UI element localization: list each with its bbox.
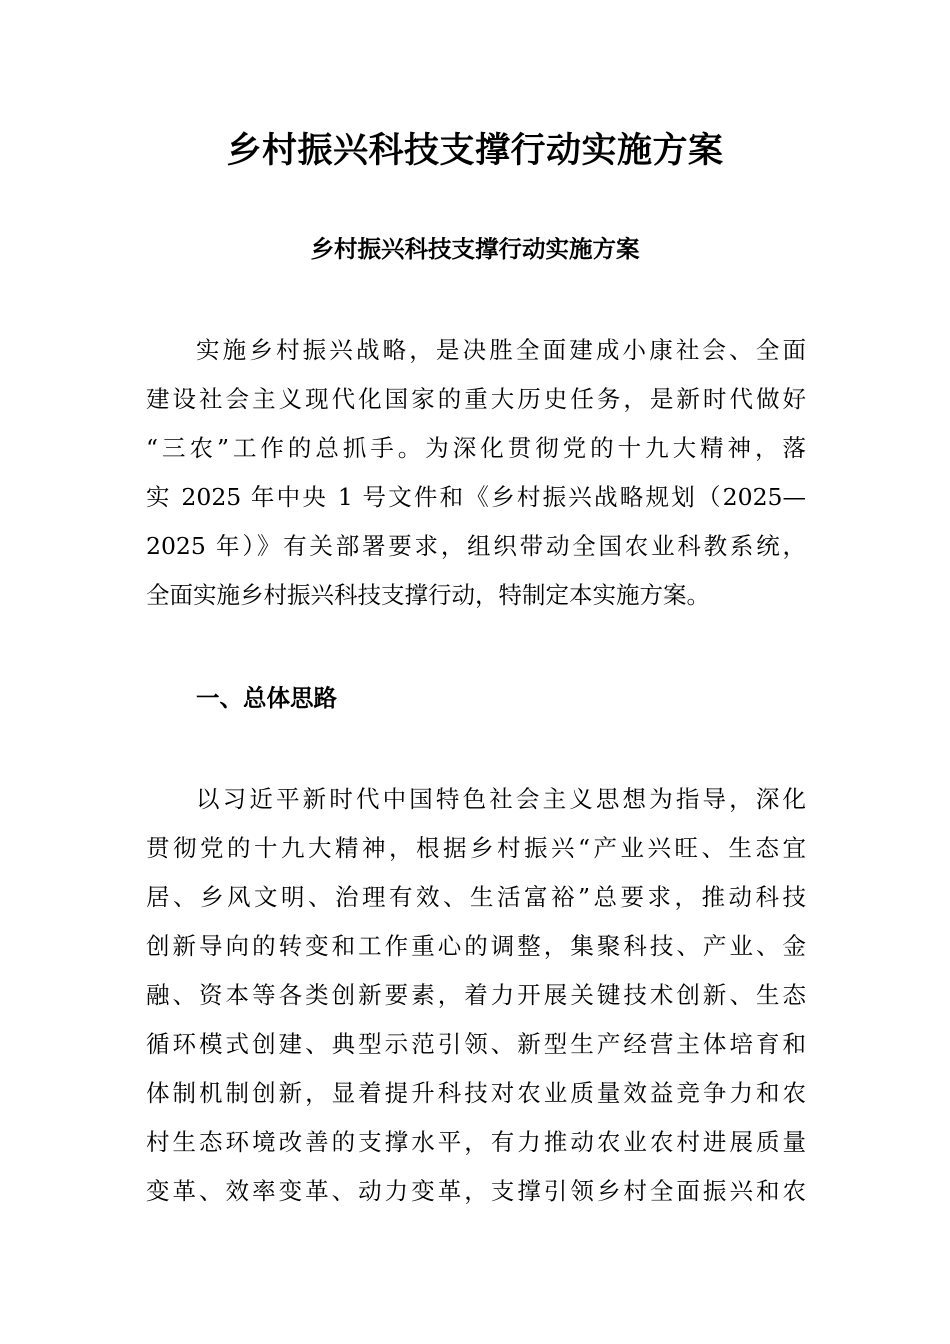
paragraph-line: 以习近平新时代中国特色社会主义思想为指导，深化 bbox=[196, 785, 806, 813]
section-1-paragraph bbox=[146, 775, 806, 1216]
paragraph-line: 创新导向的转变和工作重心的调整，集聚科技、产业、金 bbox=[146, 932, 806, 960]
paragraph-line: 村生态环境改善的支撑水平，有力推动农业农村进展质量 bbox=[146, 1128, 806, 1156]
paragraph-line: 居、乡风文明、治理有效、生活富裕”总要求，推动科技 bbox=[146, 883, 806, 911]
paragraph-line: 变革、效率变革、动力变革，支撑引领乡村全面振兴和农 bbox=[146, 1177, 806, 1205]
paragraph-line: 融、资本等各类创新要素，着力开展关键技术创新、生态 bbox=[146, 981, 806, 1009]
document-title: 乡村振兴科技支撑行动实施方案 bbox=[226, 131, 724, 171]
paragraph-line: “三农”工作的总抓手。为深化贯彻党的十九大精神，落 bbox=[146, 434, 806, 462]
paragraph-line: 实施乡村振兴战略，是决胜全面建成小康社会、全面 bbox=[196, 336, 806, 364]
paragraph-line: 建设社会主义现代化国家的重大历史任务，是新时代做好 bbox=[146, 385, 806, 413]
document-subtitle: 乡村振兴科技支撑行动实施方案 bbox=[310, 235, 640, 263]
paragraph-line: 循环模式创建、典型示范引领、新型生产经营主体培育和 bbox=[146, 1030, 806, 1058]
paragraph-line: 体制机制创新，显着提升科技对农业质量效益竞争力和农 bbox=[146, 1079, 806, 1107]
section-heading: 一、总体思路 bbox=[196, 684, 337, 712]
paragraph-line: 全面实施乡村振兴科技支撑行动，特制定本实施方案。 bbox=[146, 581, 710, 609]
paragraph-line: 2025 年）》有关部署要求，组织带动全国农业科教系统， bbox=[146, 532, 806, 560]
intro-paragraph bbox=[146, 326, 806, 620]
paragraph-line: 实 2025 年中央 1 号文件和《乡村振兴战略规划（2025— bbox=[146, 483, 806, 511]
paragraph-line: 贯彻党的十九大精神，根据乡村振兴“产业兴旺、生态宜 bbox=[146, 834, 806, 862]
